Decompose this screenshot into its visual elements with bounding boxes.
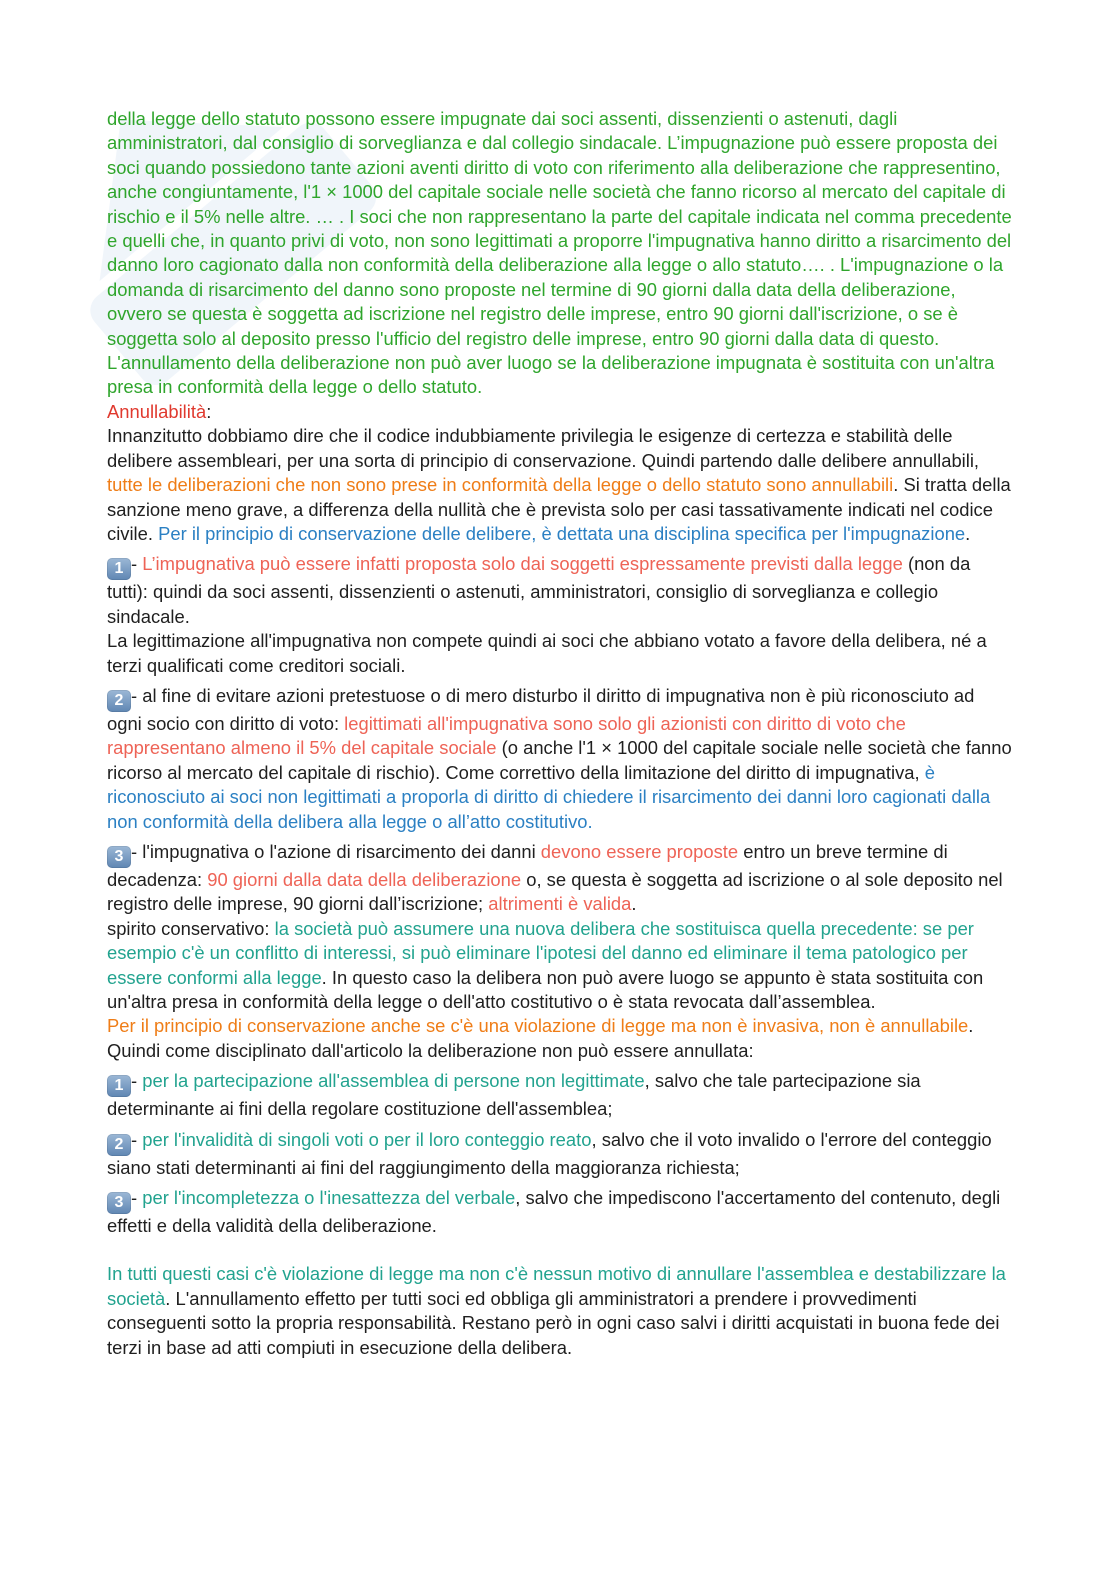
- conclusion-text: . L'annullamento effetto per tutti soci ed obbliga gli amministratori a prendere i provvedimenti conseguenti sotto la propria responsabilità. Restano però in ogni caso salvi i diritti acquistati in buona fede dei terzi in base ad atti compiuti in esecuzione della delibera.: [107, 1287, 1000, 1358]
- number-badge-icon: 2: [107, 690, 131, 712]
- list1-item-2: [107, 684, 1012, 834]
- item-dash: -: [131, 553, 143, 575]
- number-badge-icon: 3: [107, 1192, 131, 1214]
- list2-item-1: [107, 1069, 1012, 1121]
- item-text: , salvo che tale partecipazione sia determinante ai fini della regolare costituzione dell'assemblea;: [107, 1070, 921, 1120]
- spirito-conservativo: [107, 917, 1012, 1015]
- item-text: , salvo che il voto invalido o l'errore del conteggio siano stati determinanti ai fini del raggiungimento della maggioranza richiesta;: [107, 1128, 992, 1178]
- principio-conservazione: [107, 1014, 1012, 1063]
- annullabilita-heading: [107, 400, 1012, 424]
- item-text-2: entro un breve termine di decadenza:: [107, 840, 948, 890]
- item-text-3: o, se questa è soggetta ad iscrizione o al sole deposito nel registro delle imprese, 90 giorni dall’iscrizione;: [107, 868, 1003, 915]
- statute-quote: della legge dello statuto possono essere impugnate dai soci assenti, dissenzienti o astenuti, dagli amministratori, dal consiglio di sorveglianza e dal collegio sindacale. L’impugnazione può essere proposta dei soci quando possiedono tante azioni aventi diritto di voto con riferimento alla deliberazione che rappresentino, anche congiuntamente, l'1 × 1000 del capitale sociale nelle società che fanno ricorso al mercato del capitale di rischio e il 5% nelle altre. … . I soci che non rappresentano la parte del capitale indicata nel comma precedente e quelli che, in quanto privi di voto, non sono legittimati a proporre l'impugnativa hanno diritto a risarcimento del danno loro cagionato dalla non conformità della deliberazione alla legge o allo statuto…. . L'impugnazione o la domanda di risarcimento del danno sono proposte nel termine di 90 giorni dalla data della deliberazione, ovvero se questa è soggetta ad iscrizione nel registro delle imprese, entro 90 giorni dall'iscrizione, o se è soggetta solo al deposito presso l'ufficio del registro delle imprese, entro 90 giorni dalla data di questo. L'annullamento della deliberazione non può aver luogo se la deliberazione impugnata è sostituita con un'altra presa in conformità della legge o dello statuto.: [107, 108, 1012, 398]
- item-dash: -: [131, 1187, 143, 1209]
- heading-colon: :: [206, 400, 212, 422]
- item-blue: è riconosciuto ai soci non legittimati a proporla di diritto di chiedere il risarcimento dei danni loro cagionati dalla non conformità della delibera alla legge o all’atto costitutivo.: [107, 761, 991, 832]
- intro-end: .: [965, 522, 971, 544]
- item-text: - al fine di evitare azioni pretestuose o di mero disturbo il diritto di impugnativa non è più riconosciuto ad ogni socio con diritto di voto:: [107, 684, 975, 734]
- item-dash: -: [131, 1070, 143, 1092]
- list2-item-2: [107, 1128, 1012, 1180]
- document-page: [107, 107, 1012, 1360]
- number-badge-icon: 3: [107, 846, 131, 868]
- paragraph-gap: [107, 1238, 1012, 1262]
- spirito-label: spirito conservativo:: [107, 917, 275, 939]
- conclusion: [107, 1262, 1012, 1360]
- item-highlight: devono essere proposte: [540, 840, 739, 862]
- heading-annullabilita: Annullabilità: [107, 400, 207, 422]
- intro-highlight: tutte le deliberazioni che non sono prese in conformità della legge o dello statuto sono annullabili: [107, 474, 894, 496]
- list2-item-3: [107, 1186, 1012, 1238]
- item-highlight: legittimati all'impugnativa sono solo gli azionisti con diritto di voto che rappresentano almeno il 5% del capitale sociale: [107, 712, 906, 759]
- principio-text: . Quindi come disciplinato dall'articolo la deliberazione non può essere annullata:: [107, 1015, 974, 1061]
- item-text: , salvo che impediscono l'accertamento del contenuto, degli effetti e della validità della deliberazione.: [107, 1187, 1001, 1237]
- intro-blue: Per il principio di conservazione delle delibere, è dettata una disciplina specifica per l'impugnazione: [158, 522, 966, 544]
- intro-text-2: . Si tratta della sanzione meno grave, a differenza della nullità che è prevista solo per casi tassativamente indicati nel codice civile.: [107, 474, 1011, 544]
- annullabilita-intro: [107, 424, 1012, 546]
- item-dash: -: [131, 1128, 143, 1150]
- list1-item-1-extra: La legittimazione all'impugnativa non compete quindi ai soci che abbiano votato a favore della delibera, né a terzi qualificati come creditori sociali.: [107, 630, 987, 676]
- item-text: - l'impugnativa o l'azione di risarcimento dei danni: [131, 840, 541, 862]
- intro-text: Innanzitutto dobbiamo dire che il codice indubbiamente privilegia le esigenze di certezza e stabilità delle delibere assembleari, per una sorta di principio di conservazione. Quindi partendo dalle delibere annullabili,: [107, 425, 980, 471]
- item-highlight-2: 90 giorni dalla data della deliberazione: [207, 868, 522, 890]
- conclusion-highlight: In tutti questi casi c'è violazione di legge ma non c'è nessun motivo di annullare l'assemblea e destabilizzare la società: [107, 1263, 1006, 1309]
- number-badge-icon: 2: [107, 1134, 131, 1156]
- list1-item-1: [107, 552, 1012, 629]
- spirito-text: . In questo caso la delibera non può avere luogo se appunto è stata sostituita con un'altra presa in conformità della legge o dell'atto costitutivo o è stata revocata dall’assemblea.: [107, 966, 984, 1012]
- number-badge-icon: 1: [107, 558, 131, 580]
- item-highlight: per l'invalidità di singoli voti o per il loro conteggio reato: [142, 1128, 592, 1150]
- list1-item-3: [107, 840, 1012, 917]
- item-text-4: .: [631, 893, 637, 915]
- item-text-2: (o anche l'1 × 1000 del capitale sociale nelle società che fanno ricorso al mercato del capitale di rischio). Come correttivo della limitazione del diritto di impugnativa,: [107, 737, 1012, 783]
- principio-highlight: Per il principio di conservazione anche se c'è una violazione di legge ma non è invasiva, non è annullabile: [107, 1015, 969, 1037]
- item-highlight: L’impugnativa può essere infatti proposta solo dai soggetti espressamente previsti dalla legge: [142, 553, 903, 575]
- item-highlight: per la partecipazione all'assemblea di persone non legittimate: [142, 1070, 645, 1092]
- spirito-highlight: la società può assumere una nuova delibera che sostituisca quella precedente: se per esempio c'è un conflitto di interessi, si può eliminare l'ipotesi del danno ed eliminare il tema patologico per essere conformi alla legge: [107, 917, 974, 988]
- number-badge-icon: 1: [107, 1075, 131, 1097]
- item-highlight-3: altrimenti è valida: [488, 893, 632, 915]
- item-text: (non da tutti): quindi da soci assenti, dissenzienti o astenuti, amministratori, consiglio di sorveglianza e collegio sindacale.: [107, 553, 971, 627]
- item-highlight: per l'incompletezza o l'inesattezza del verbale: [142, 1187, 516, 1209]
